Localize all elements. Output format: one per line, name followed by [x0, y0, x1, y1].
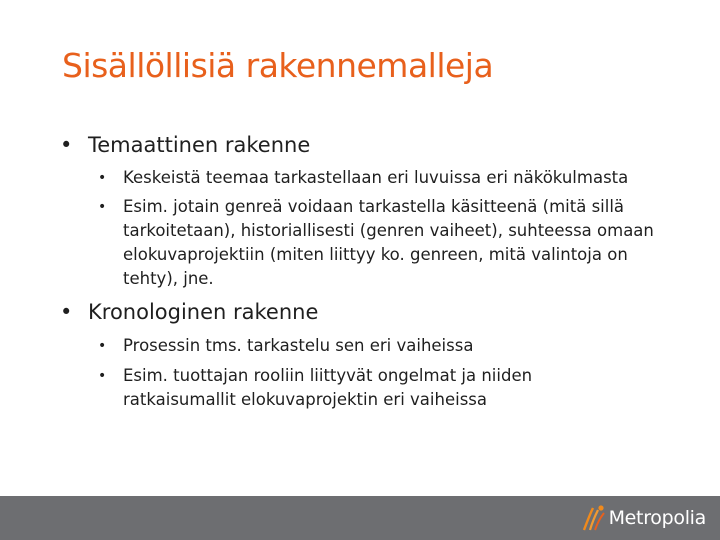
- metropolia-logo: [581, 504, 706, 532]
- metropolia-logo-icon: [581, 504, 607, 532]
- bullet-dot: •: [98, 338, 107, 354]
- bullet-dot: •: [98, 199, 107, 215]
- sub-bullet-text: Esim. tuottajan rooliin liittyvät ongelmat ja niiden ratkaisumallit elokuvaprojektin eri vaiheissa: [123, 366, 533, 409]
- section-heading: Kronologinen rakenne: [88, 300, 319, 324]
- logo-text: Metropolia: [608, 507, 706, 529]
- bullet-dot: •: [60, 133, 73, 157]
- sub-bullet: [98, 364, 568, 412]
- sub-bullet: [98, 195, 658, 291]
- sub-bullet: [98, 334, 678, 358]
- sub-bullet: [98, 166, 678, 190]
- sub-bullet-text: Esim. jotain genreä voidaan tarkastella käsitteenä (mitä sillä tarkoitetaan), historiallisesti (genren vaiheet), suhteessa omaan elokuvaprojektiin (miten liittyy ko. genreen, mitä valintoja on tehty), jne.: [123, 197, 654, 288]
- bullet-dot: •: [98, 368, 107, 384]
- bullet-dot: •: [60, 300, 73, 324]
- bullet-dot: •: [98, 170, 107, 186]
- sub-bullet-text: Keskeistä teemaa tarkastellaan eri luvuissa eri näkökulmasta: [123, 168, 629, 187]
- section-heading: Temaattinen rakenne: [88, 133, 311, 157]
- footer-bar: [0, 496, 720, 540]
- slide-title: Sisällöllisiä rakennemalleja: [62, 46, 494, 85]
- sub-bullet-text: Prosessin tms. tarkastelu sen eri vaiheissa: [123, 336, 474, 355]
